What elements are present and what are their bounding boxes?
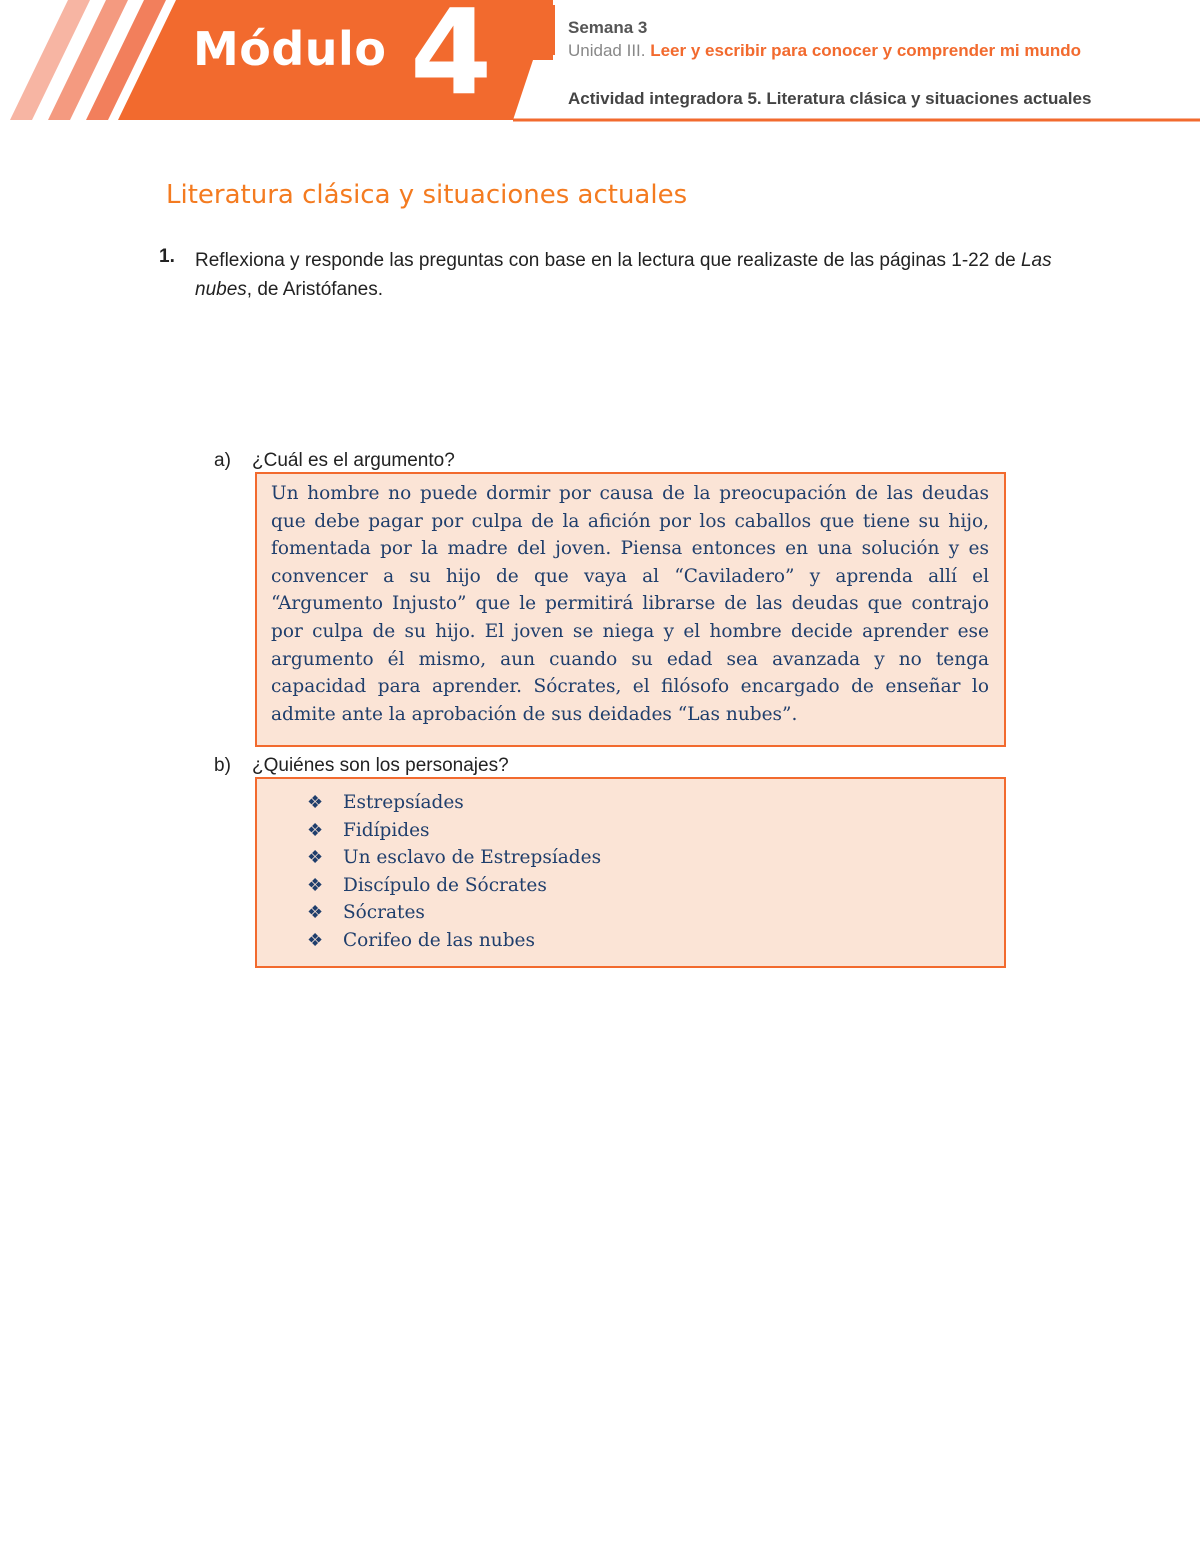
list-item [307, 872, 601, 900]
character-name: Corifeo de las nubes [343, 929, 535, 951]
page-title: Literatura clásica y situaciones actuales [166, 180, 688, 210]
character-list [307, 789, 601, 954]
question-text [195, 246, 1055, 304]
module-banner [0, 0, 1200, 125]
character-name: Sócrates [343, 902, 425, 923]
argument-answer: Un hombre no puede dormir por causa de la preocupación de las deudas que debe pagar por culpa de la afición por los caballos que tiene su hijo, fomentada por la madre del joven. Piensa entonces en una solución y es convencer a su hijo de que vaya al “Caviladero” y aprenda allí el “Argumento Injusto” que le permitirá librarse de las deudas que contrajo por culpa de su hijo. El joven se niega y el hombre decide aprender ese argumento él mismo, aun cuando su edad sea avanzada y no tenga capacidad para aprender. Sócrates, el filósofo encargado de enseñar lo admite ante la aprobación de sus deidades “Las nubes”. [271, 483, 989, 725]
answer-box-characters [255, 777, 1006, 968]
unit-label [568, 41, 1081, 61]
week-label: Semana 3 [568, 18, 648, 37]
module-number: 4 [410, 0, 493, 121]
sub-question-b-label: ¿Quiénes son los personajes? [252, 755, 509, 776]
diamond-bullet-icon: ❖ [307, 847, 324, 868]
diamond-bullet-icon: ❖ [307, 874, 324, 896]
character-name: Estrepsíades [343, 792, 464, 813]
character-name: Discípulo de Sócrates [343, 874, 547, 896]
character-name: Un esclavo de Estrepsíades [343, 847, 602, 868]
diamond-bullet-icon: ❖ [307, 819, 324, 841]
sub-question-b-letter: b) [214, 755, 231, 776]
book-title: Las nubes [195, 250, 1052, 300]
list-item [307, 817, 601, 845]
sub-question-a-label: ¿Cuál es el argumento? [252, 450, 455, 471]
list-item [307, 927, 601, 955]
header-divider [553, 5, 555, 55]
question-text-before: Reflexiona y responde las preguntas con base en la lectura que realizaste de las páginas 1-22 de [195, 250, 1021, 271]
unit-title: Leer y escribir para conocer y comprender mi mundo [645, 41, 1082, 60]
diamond-bullet-icon: ❖ [307, 902, 324, 923]
answer-box-argument [255, 472, 1006, 747]
question-text-after: , de Aristófanes. [246, 279, 384, 300]
activity-title: Actividad integradora 5. Literatura clásica y situaciones actuales [568, 89, 1092, 108]
sub-question-a-letter: a) [214, 450, 231, 471]
unit-prefix: Unidad III. [568, 41, 646, 60]
question-number: 1. [159, 246, 175, 267]
list-item [307, 844, 601, 872]
character-name: Fidípides [343, 819, 430, 841]
diamond-bullet-icon: ❖ [307, 792, 324, 813]
list-item [307, 789, 601, 817]
list-item [307, 899, 601, 927]
module-word: Módulo [193, 22, 387, 76]
diamond-bullet-icon: ❖ [307, 929, 324, 951]
